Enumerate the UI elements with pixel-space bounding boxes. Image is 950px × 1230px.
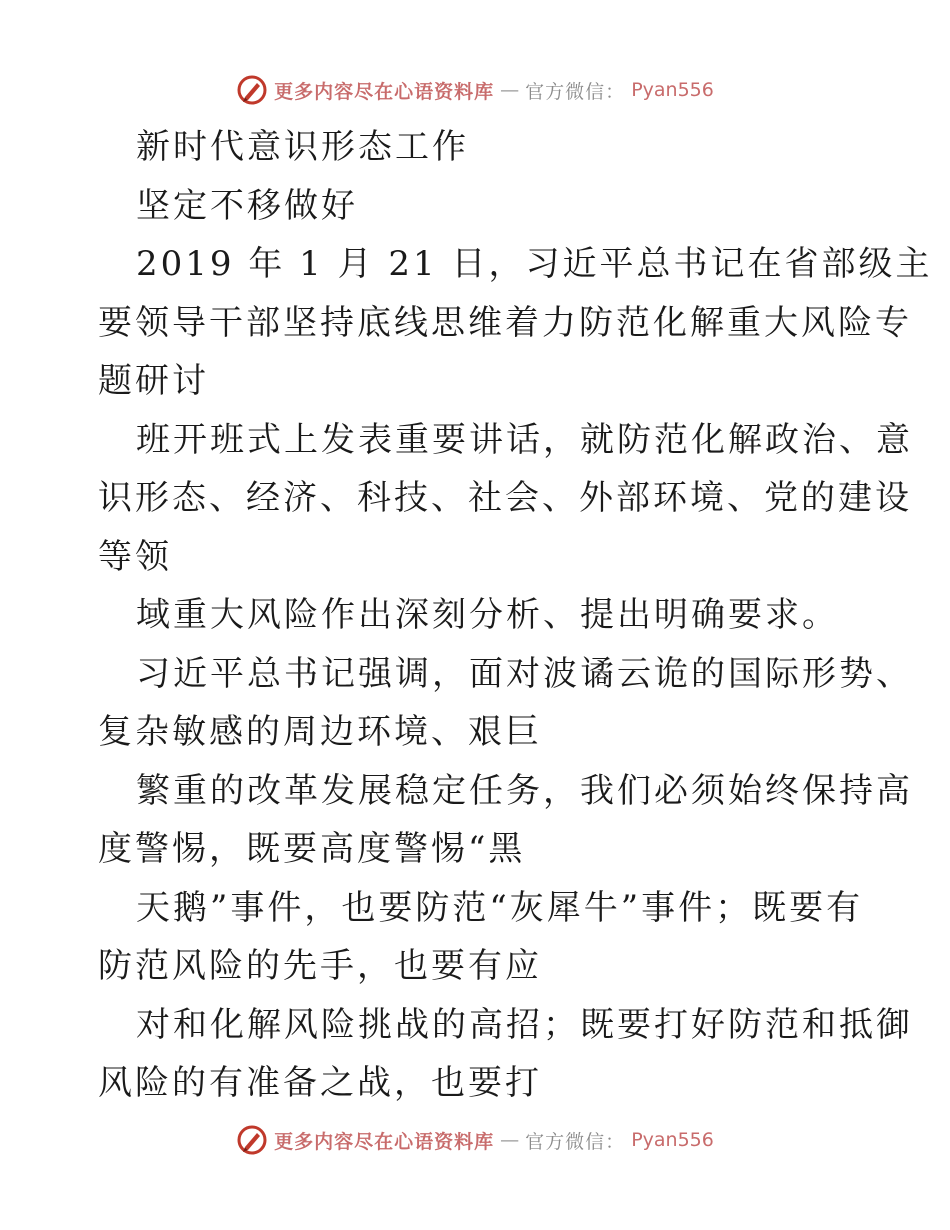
text-line: 风险的有准备之战，也要打: [98, 1063, 542, 1103]
text-line: 繁重的改革发展稳定任务，我们必须始终保持高: [136, 770, 913, 811]
text-line: 习近平总书记强调，面对波谲云诡的国际形势、: [136, 653, 913, 694]
footer-banner: [0, 1120, 950, 1160]
text-line: 复杂敏感的周边环境、艰巨: [98, 712, 542, 752]
text-line: 识形态、经济、科技、社会、外部环境、党的建设: [98, 478, 912, 518]
pen-logo-icon: [236, 74, 268, 106]
text-line: 班开班式上发表重要讲话，就防范化解政治、意: [136, 419, 913, 460]
header-banner: [0, 70, 950, 110]
text-line: 等领: [98, 536, 172, 577]
text-line: 域重大风险作出深刻分析、提出明确要求。: [136, 595, 839, 635]
pen-logo-icon: [236, 1124, 268, 1156]
header-separator: —: [500, 79, 520, 101]
document-body: [98, 118, 933, 1113]
text-line: 度警惕，既要高度警惕“黑: [98, 829, 526, 869]
header-promo-text: 更多内容尽在心语资料库: [274, 80, 495, 103]
header-wechat-id: Pyan556: [631, 79, 714, 101]
footer-separator: —: [500, 1129, 520, 1151]
text-line: 坚定不移做好: [136, 185, 358, 226]
text-line: 新时代意识形态工作: [136, 127, 469, 167]
text-line: 2019 年 1 月 21 日，习近平总书记在省部级主: [136, 244, 933, 284]
text-line: 要领导干部坚持底线思维着力防范化解重大风险专: [98, 302, 912, 343]
text-line: 防范风险的先手，也要有应: [98, 946, 542, 986]
text-line: 天鹅”事件，也要防范“灰犀牛”事件；既要有: [136, 887, 864, 928]
header-wechat-label: 官方微信：: [525, 80, 626, 103]
footer-wechat-label: 官方微信：: [525, 1130, 626, 1153]
footer-wechat-id: Pyan556: [631, 1129, 714, 1151]
footer-promo-text: 更多内容尽在心语资料库: [274, 1130, 495, 1153]
text-line: 对和化解风险挑战的高招；既要打好防范和抵御: [136, 1004, 913, 1045]
text-line: 题研讨: [98, 361, 209, 401]
